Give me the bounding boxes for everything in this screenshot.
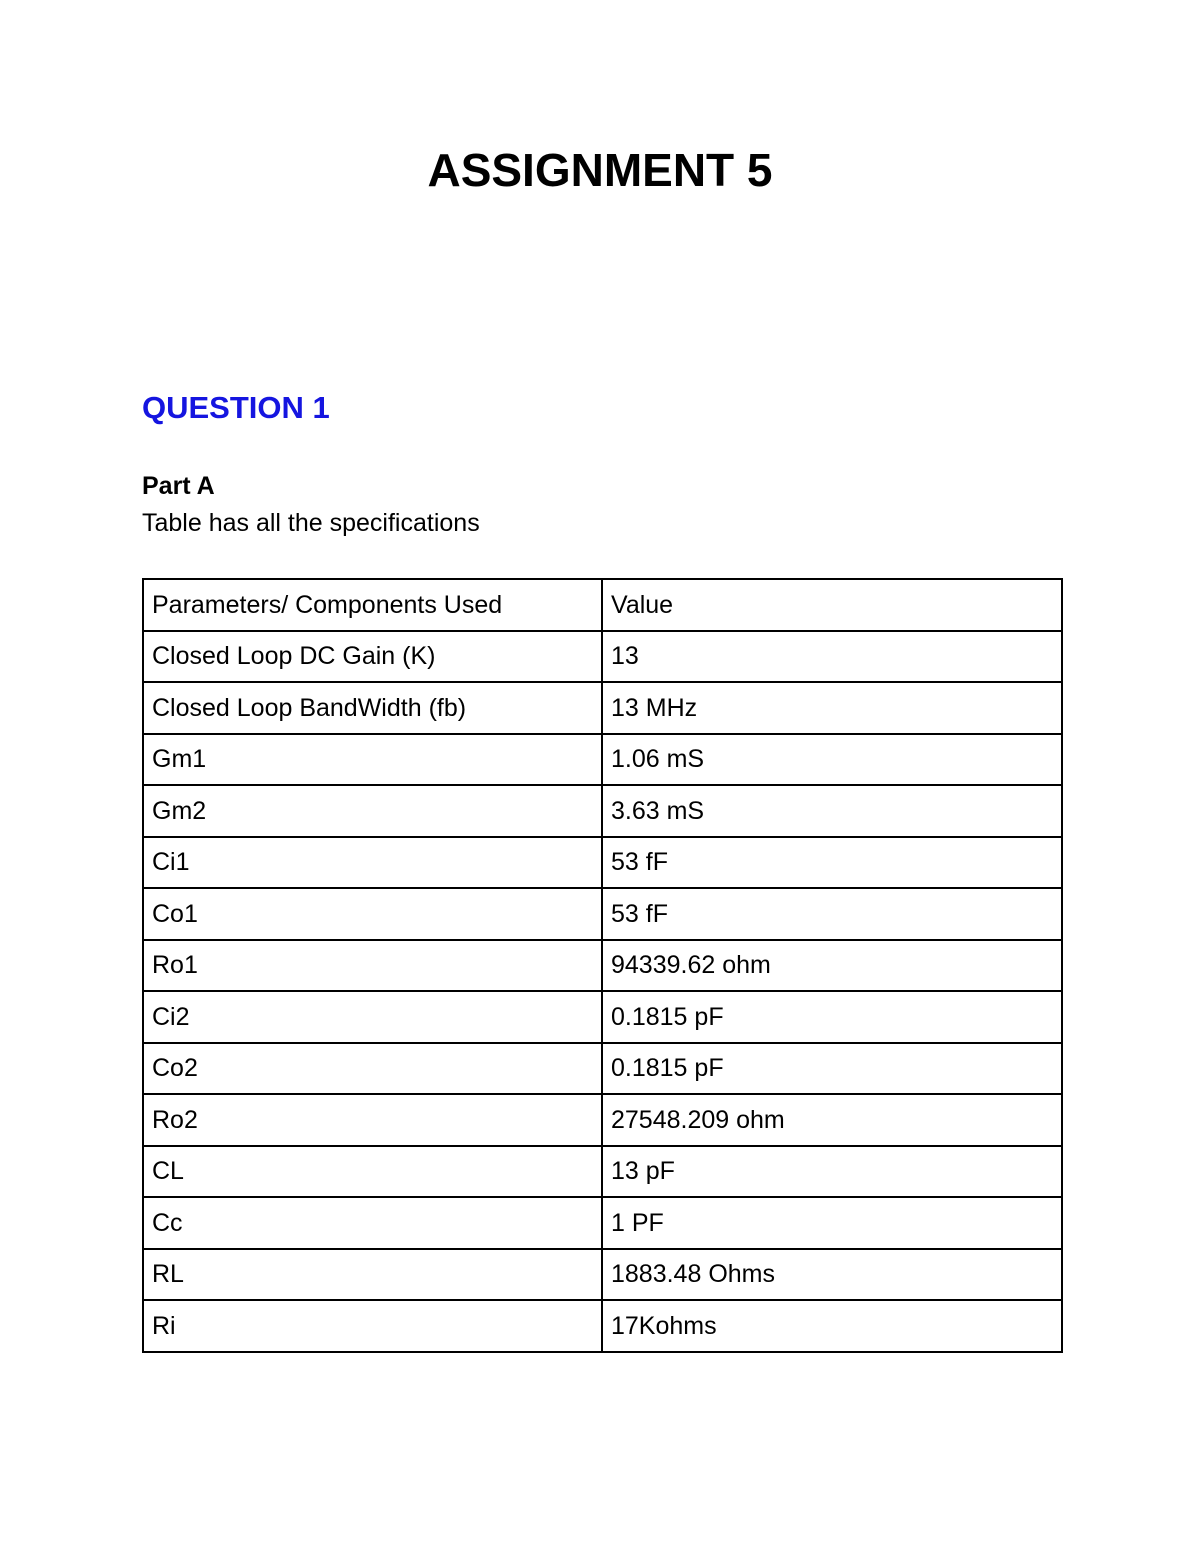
value-cell: 1.06 mS: [602, 734, 1062, 786]
parameter-cell: Ro1: [143, 940, 602, 992]
value-cell: 94339.62 ohm: [602, 940, 1062, 992]
part-heading: Part A: [142, 472, 215, 500]
parameter-cell: Ri: [143, 1300, 602, 1352]
header-cell-parameter: Parameters/ Components Used: [143, 579, 602, 631]
table-row: [143, 940, 1062, 992]
parameter-cell: Gm1: [143, 734, 602, 786]
table-row: [143, 1249, 1062, 1301]
table-row: [143, 785, 1062, 837]
value-cell: 0.1815 pF: [602, 991, 1062, 1043]
table-row: [143, 1094, 1062, 1146]
table-row: [143, 1043, 1062, 1095]
parameter-cell: Co2: [143, 1043, 602, 1095]
parameter-cell: Ci1: [143, 837, 602, 889]
value-cell: 0.1815 pF: [602, 1043, 1062, 1095]
part-description: Table has all the specifications: [142, 509, 480, 537]
value-cell: 17Kohms: [602, 1300, 1062, 1352]
parameter-cell: Co1: [143, 888, 602, 940]
parameter-cell: Ci2: [143, 991, 602, 1043]
parameter-cell: CL: [143, 1146, 602, 1198]
specifications-table: [142, 578, 1063, 1353]
value-cell: 27548.209 ohm: [602, 1094, 1062, 1146]
header-cell-value: Value: [602, 579, 1062, 631]
table-header-row: [143, 579, 1062, 631]
table-row: [143, 1197, 1062, 1249]
document-title: ASSIGNMENT 5: [427, 144, 773, 196]
value-cell: 13: [602, 631, 1062, 683]
table-row: [143, 1300, 1062, 1352]
table-row: [143, 734, 1062, 786]
parameter-cell: Cc: [143, 1197, 602, 1249]
value-cell: 53 fF: [602, 888, 1062, 940]
value-cell: 53 fF: [602, 837, 1062, 889]
value-cell: 1 PF: [602, 1197, 1062, 1249]
parameter-cell: RL: [143, 1249, 602, 1301]
table-row: [143, 1146, 1062, 1198]
value-cell: 3.63 mS: [602, 785, 1062, 837]
parameter-cell: Gm2: [143, 785, 602, 837]
parameter-cell: Closed Loop BandWidth (fb): [143, 682, 602, 734]
table-row: [143, 991, 1062, 1043]
parameter-cell: Closed Loop DC Gain (K): [143, 631, 602, 683]
value-cell: 1883.48 Ohms: [602, 1249, 1062, 1301]
parameter-cell: Ro2: [143, 1094, 602, 1146]
table-row: [143, 631, 1062, 683]
table-row: [143, 682, 1062, 734]
value-cell: 13 MHz: [602, 682, 1062, 734]
table-row: [143, 837, 1062, 889]
question-heading: QUESTION 1: [142, 390, 330, 425]
value-cell: 13 pF: [602, 1146, 1062, 1198]
table-row: [143, 888, 1062, 940]
